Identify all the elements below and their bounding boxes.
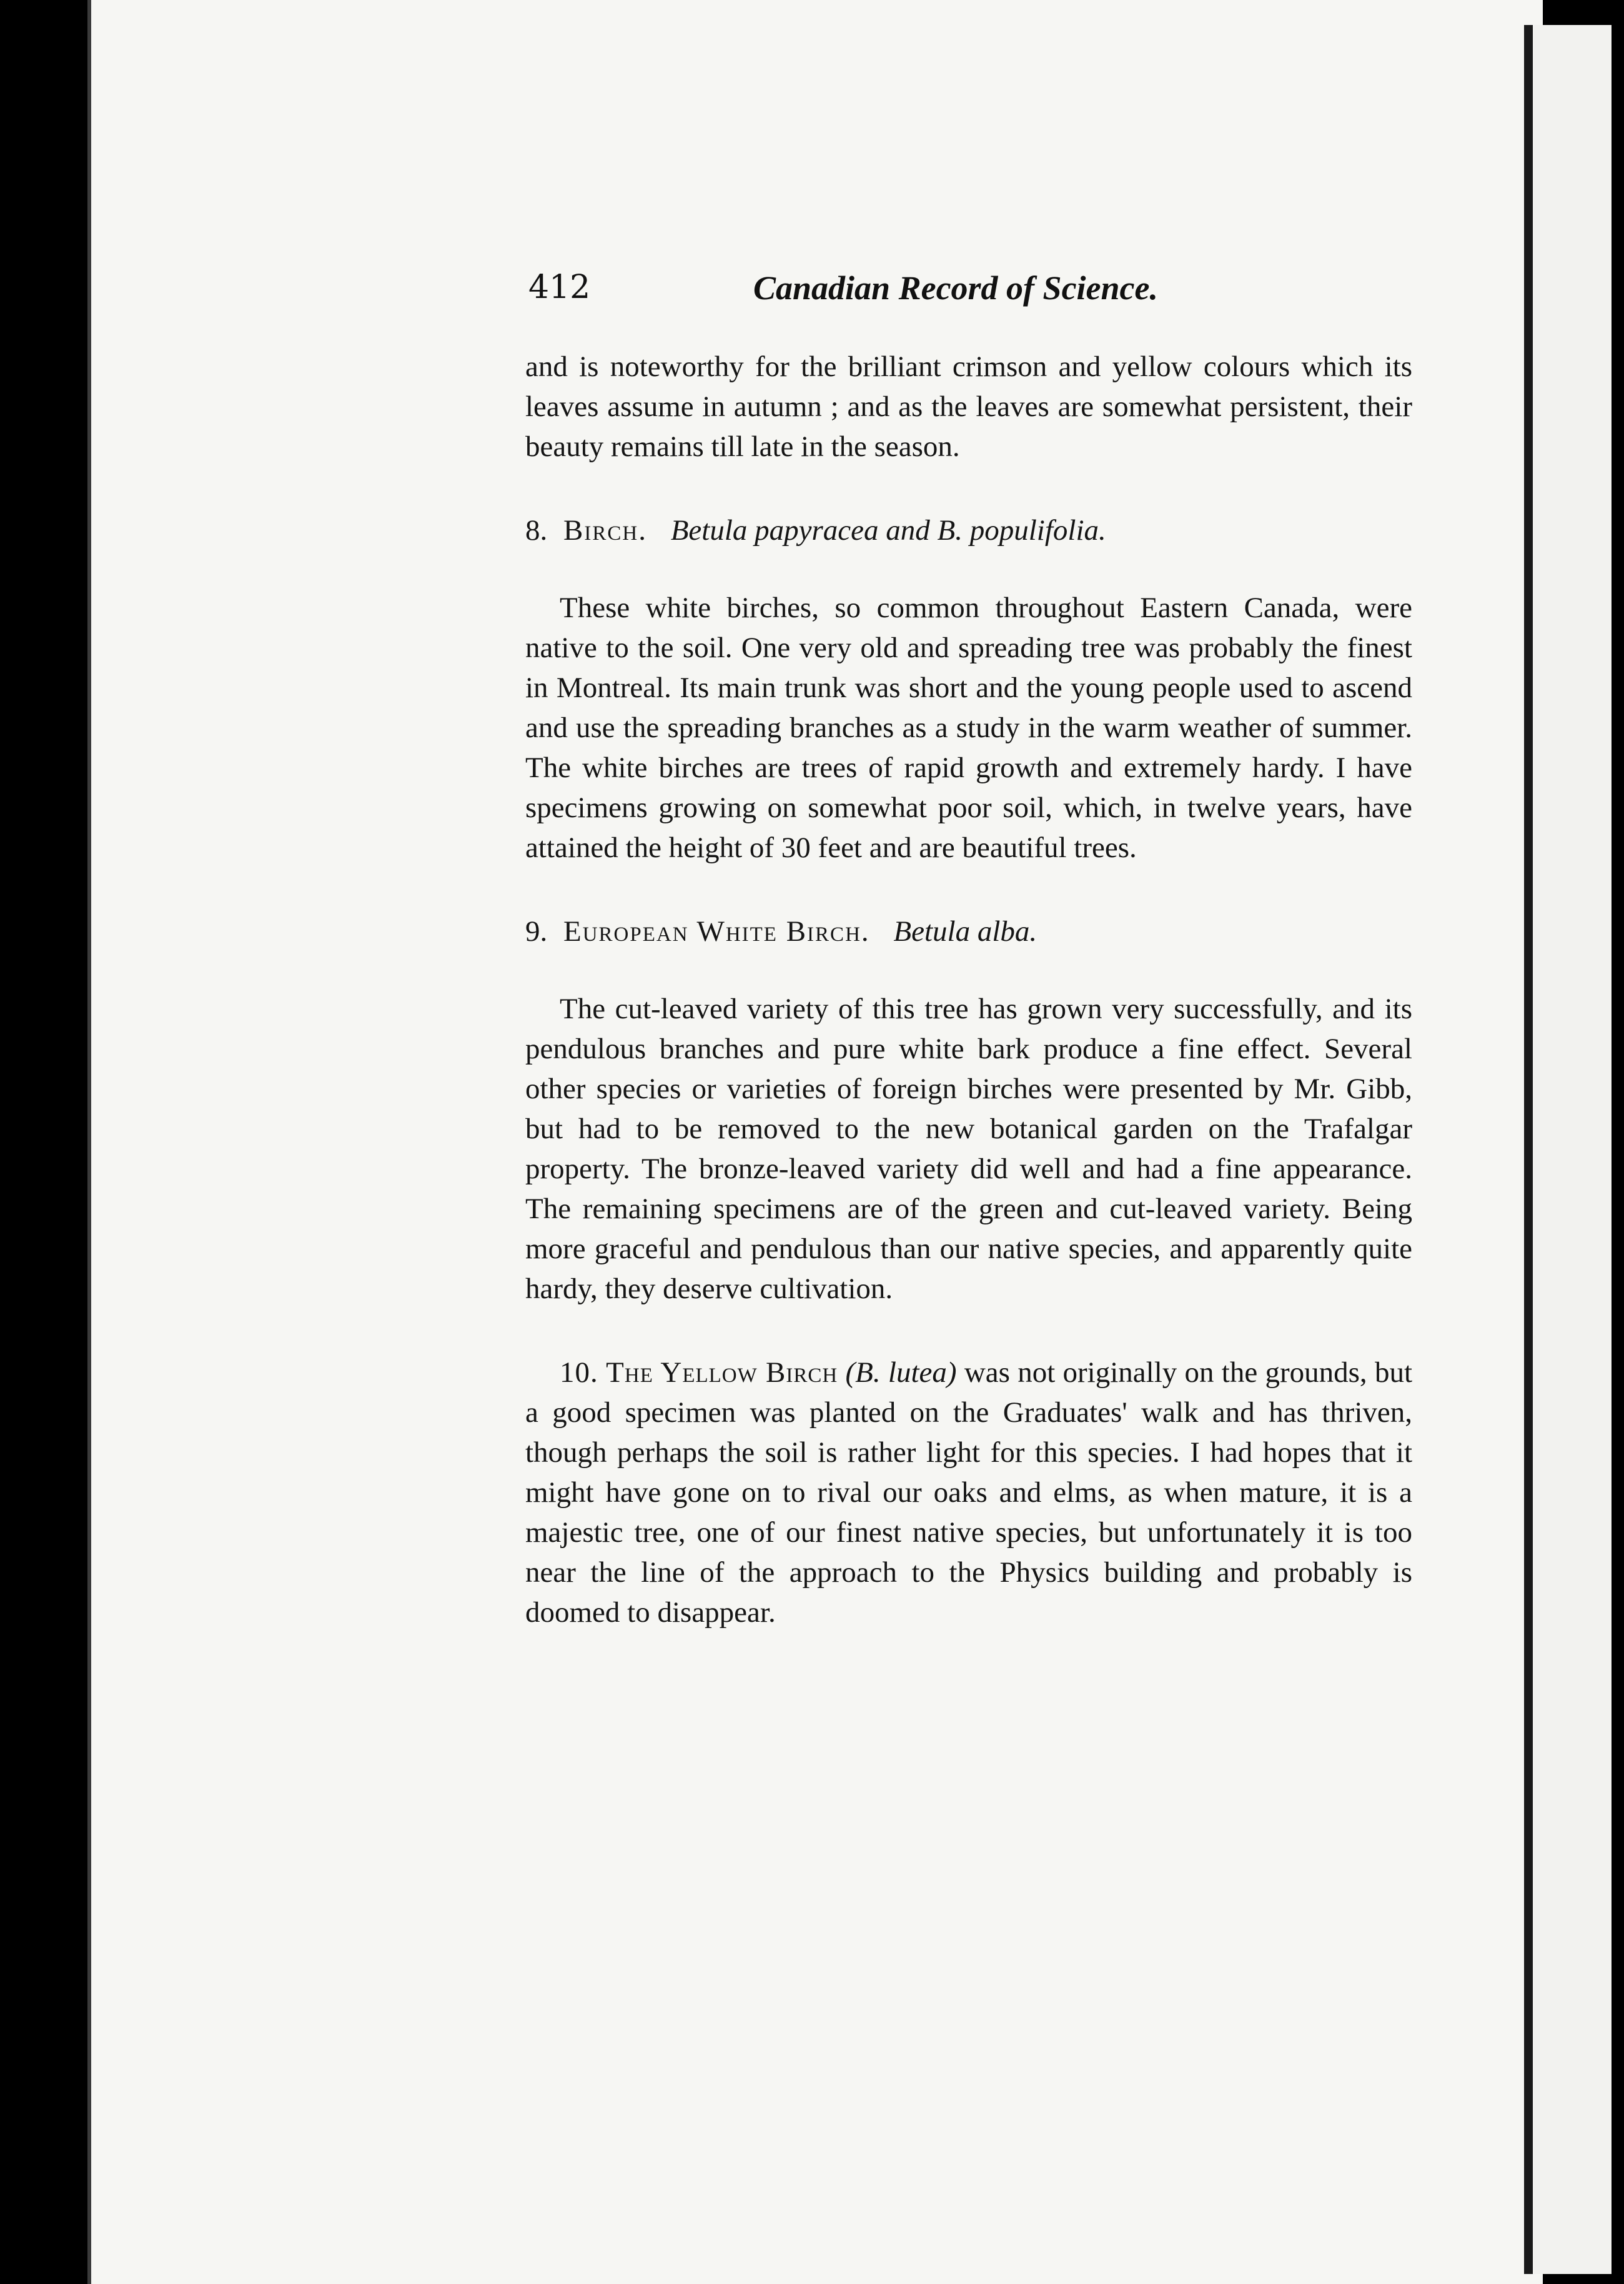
paragraph-birch: These white birches, so common throughout Eastern Canada, were native to the soil. One very old and spreading tree was probably the finest in Montreal. Its main trunk was short and the young people used to ascend and use the spreading branches as a study in the warm weather of summer. The white birches are trees of rapid growth and extremely hardy. I have specimens growing on somewhat poor soil, which, in twelve years, have attained the height of 30 feet and are beautiful trees. (525, 592, 1412, 864)
paragraph-continuation: and is noteworthy for the brilliant crimson and yellow colours which its leaves assume in autumn ; and as the leaves are somewhat persistent, their beauty remains till late in the season. (525, 350, 1412, 463)
section-latin-name: (B. lutea) (845, 1356, 957, 1389)
document-page (87, 0, 1543, 2284)
paragraph-text: was not originally on the grounds, but a good specimen was planted on the Graduates' walk and has thriven, though perhaps the soil is rather light for this species. I had hopes that it might have gone on to rival our oaks and elms, as when mature, it is a majestic tree, one of our finest native species, but unfortunately it is too near the line of the approach to the Physics building and probably is doomed to disappear. (525, 1356, 1413, 1629)
page-number: 412 (528, 269, 591, 306)
page-body (525, 347, 1412, 1632)
section-title: Birch. (563, 514, 647, 547)
section-latin-name: Betula papyracea and B. populifolia. (670, 514, 1106, 547)
section-heading-european-white-birch (525, 911, 1412, 951)
adjacent-page-edge (1524, 25, 1612, 2274)
section-number: 8. (525, 514, 548, 547)
paragraph-european-white-birch: The cut-leaved variety of this tree has grown very successfully, and its pendulous branches and pure white bark produce a fine effect. Several other species or varieties of foreign birches were presented by Mr. Gibb, but had to be removed to the new botanical garden on the Trafalgar property. The bronze-leaved variety did well and had a fine appearance. The remaining specimens are of the green and cut-leaved variety. Being more graceful and pendulous than our native species, and apparently quite hardy, they deserve cultivation. (525, 993, 1412, 1305)
running-title: Canadian Record of Science. (753, 269, 1158, 307)
section-heading-birch (525, 510, 1412, 550)
section-number: 9. (525, 915, 548, 948)
section-latin-name: Betula alba. (893, 915, 1037, 948)
section-title: European White Birch. (563, 915, 870, 948)
section-title: 10. The Yellow Birch (560, 1356, 838, 1389)
page-header (528, 269, 1465, 325)
paragraph-yellow-birch (525, 1353, 1412, 1632)
paragraph-spacer (525, 1309, 1412, 1353)
